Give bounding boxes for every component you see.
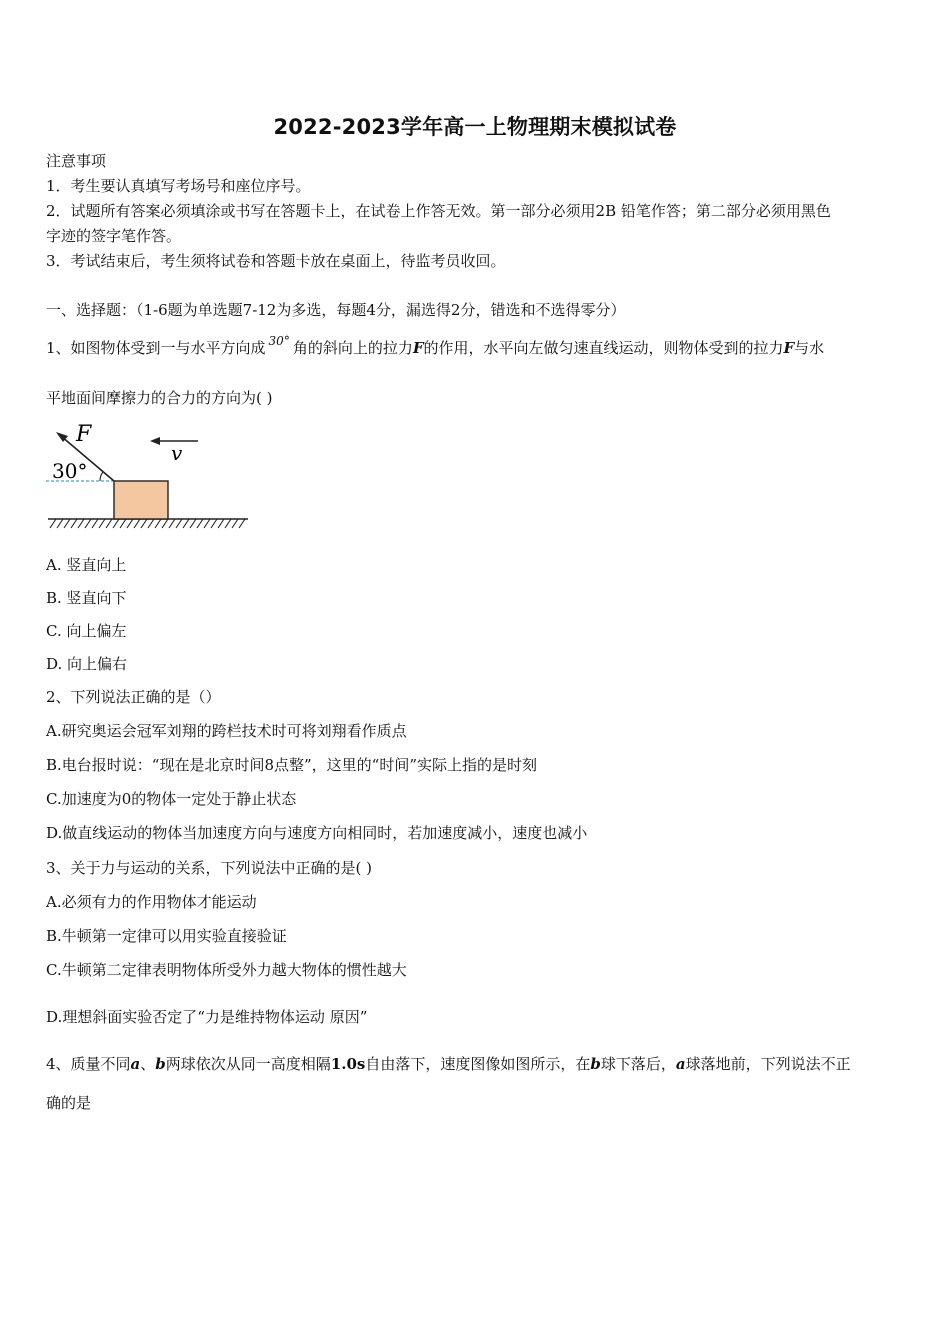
q1-option-a: A. 竖直向上 [46, 556, 127, 574]
q4-time: 1.0s [330, 1055, 366, 1073]
q4-text-2: 两球依次从同一高度相隔 [165, 1055, 331, 1073]
q4-text-3: 自由落下，速度图像如图所示，在 [365, 1055, 591, 1073]
q1-figure [44, 418, 254, 530]
section-heading: 一、选择题：（1-6题为单选题7-12为多选，每题4分，漏选得2分，错选和不选得零分） [46, 301, 626, 319]
notice-heading: 注意事项 [46, 152, 107, 170]
q2-option-b: B.电台报时说：“现在是北京时间8点整”，这里的“时间”实际上指的是时刻 [46, 756, 538, 774]
q3-option-b: B.牛顿第一定律可以用实验直接验证 [46, 927, 287, 945]
block [114, 481, 168, 519]
angle-label: 30° [52, 459, 88, 483]
q4-var-b2: b [590, 1055, 601, 1073]
velocity-label: v [171, 441, 183, 465]
notice-item-1: 1．考生要认真填写考场号和座位序号。 [46, 177, 311, 195]
q1-option-d: D. 向上偏右 [46, 655, 128, 673]
q4-var-a: a [130, 1055, 141, 1073]
q2-option-d: D.做直线运动的物体当加速度方向与速度方向相同时，若加速度减小，速度也减小 [46, 824, 588, 842]
velocity-arrow-head [150, 437, 160, 445]
q4-var-b: b [155, 1055, 166, 1073]
q1-text-c: 的作用，水平向左做匀速直线运动，则物体受到的拉力 [423, 339, 784, 357]
q1-text-a: 1、如图物体受到一与水平方向成 [46, 339, 266, 357]
q2-option-a: A.研究奥运会冠军刘翔的跨栏技术时可将刘翔看作质点 [46, 722, 407, 740]
q4-stem-line2: 确的是 [46, 1094, 92, 1112]
angle-arc [100, 472, 103, 481]
notice-item-3: 3．考试结束后，考生须将试卷和答题卡放在桌面上，待监考员收回。 [46, 252, 506, 270]
q1-text-d: 与水 [794, 339, 825, 357]
q2-option-c: C.加速度为0的物体一定处于静止状态 [46, 790, 297, 808]
q1-option-b: B. 竖直向下 [46, 589, 127, 607]
q4-stem-line1 [46, 1055, 851, 1073]
notice-item-2-cont: 字迹的签字笔作答。 [46, 227, 182, 245]
q1-force-symbol: F [412, 339, 424, 357]
q1-stem-line1 [46, 334, 825, 358]
q4-sep: 、 [140, 1055, 156, 1073]
ground-hatching [50, 519, 245, 528]
q1-text-b: 角的斜向上的拉力 [292, 339, 413, 357]
q4-var-a2: a [675, 1055, 686, 1073]
q4-text-4: 球下落后， [600, 1055, 676, 1073]
page-title: 2022-2023学年高一上物理期末模拟试卷 [273, 115, 677, 139]
q1-angle: 30° [268, 334, 290, 348]
q2-stem: 2、下列说法正确的是（） [46, 688, 221, 706]
q1-option-c: C. 向上偏左 [46, 622, 127, 640]
q3-stem: 3、关于力与运动的关系，下列说法中正确的是( ) [46, 859, 373, 877]
q1-stem-line2: 平地面间摩擦力的合力的方向为( ) [46, 389, 273, 407]
q1-force-symbol-2: F [783, 339, 795, 357]
q3-option-a: A.必须有力的作用物体才能运动 [46, 893, 257, 911]
q4-text-1: 4、质量不同 [46, 1055, 131, 1073]
q3-option-d: D.理想斜面实验否定了“力是维持物体运动 原因” [46, 1008, 368, 1026]
q3-option-c: C.牛顿第二定律表明物体所受外力越大物体的惯性越大 [46, 961, 407, 979]
notice-item-2: 2．试题所有答案必须填涂或书写在答题卡上，在试卷上作答无效。第一部分必须用2B 铅笔作答；第二部分必须用黑色 [46, 202, 831, 220]
q4-text-5: 球落地前，下列说法不正 [685, 1055, 851, 1073]
force-label: F [76, 422, 92, 447]
